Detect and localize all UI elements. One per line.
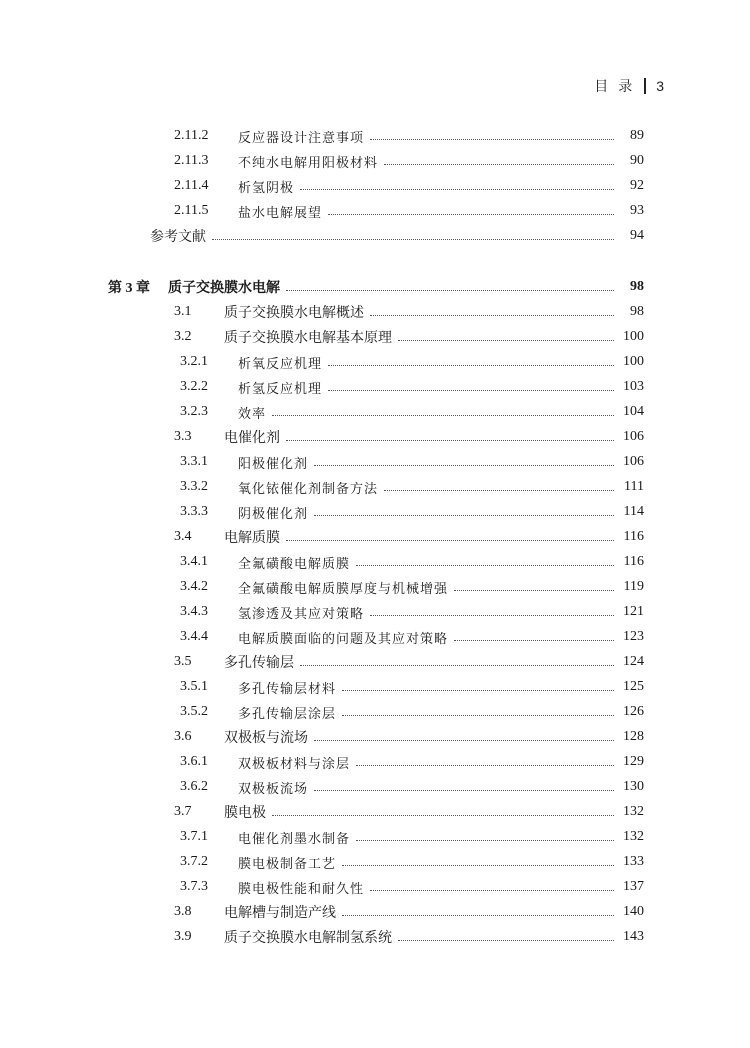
dot-leader xyxy=(398,340,614,341)
toc-entry-page: 106 xyxy=(623,454,644,469)
toc-entry[interactable] xyxy=(108,850,644,874)
toc-entry[interactable] xyxy=(108,575,644,599)
dot-leader xyxy=(272,415,614,416)
toc-entry-title: 阴极催化剂 xyxy=(238,506,309,522)
dot-leader xyxy=(212,239,614,240)
toc-entry-title: 反应器设计注意事项 xyxy=(238,130,365,146)
dot-leader xyxy=(356,765,614,766)
toc-entry-number: 3.3.3 xyxy=(180,504,208,519)
toc-entry-number: 3.2.3 xyxy=(180,404,208,419)
toc-entry-title: 全氟磺酸电解质膜厚度与机械增强 xyxy=(238,581,449,597)
toc-entry-page: 103 xyxy=(623,379,644,394)
toc-entry-title: 全氟磺酸电解质膜 xyxy=(238,556,351,572)
toc-entry[interactable] xyxy=(108,124,644,148)
toc-entry[interactable] xyxy=(108,900,644,924)
dot-leader xyxy=(314,465,614,466)
dot-leader xyxy=(454,640,614,641)
dot-leader xyxy=(356,840,614,841)
toc-entry[interactable] xyxy=(108,300,644,324)
toc-entry-page: 93 xyxy=(630,203,644,218)
toc-entry-page: 89 xyxy=(630,128,644,143)
toc-entry-number: 3.7.3 xyxy=(180,879,208,894)
toc-entry-title: 电解质膜 xyxy=(224,530,280,546)
toc-entry[interactable] xyxy=(108,650,644,674)
toc-entry-number: 3.7 xyxy=(174,804,192,819)
toc-entry-page: 130 xyxy=(623,779,644,794)
toc-entry-number: 3.9 xyxy=(174,929,192,944)
toc-entry-title: 不纯水电解用阳极材料 xyxy=(238,155,379,171)
toc-entry-page: 116 xyxy=(623,554,644,569)
toc-entry-number: 3.6.1 xyxy=(180,754,208,769)
toc-entry-page: 111 xyxy=(624,479,644,494)
toc-entry-title: 双极板与流场 xyxy=(224,730,308,746)
toc-entry-number: 3.4.1 xyxy=(180,554,208,569)
toc-entry[interactable] xyxy=(108,224,644,248)
toc-entry-number: 第 3 章 xyxy=(108,281,150,296)
toc-entry[interactable] xyxy=(108,875,644,899)
toc-entry-title: 多孔传输层材料 xyxy=(238,681,337,697)
dot-leader xyxy=(370,315,614,316)
toc-entry-number: 3.4.4 xyxy=(180,629,208,644)
toc-entry[interactable] xyxy=(108,149,644,173)
dot-leader xyxy=(342,915,614,916)
toc-entry-number: 3.4.3 xyxy=(180,604,208,619)
toc-entry-page: 140 xyxy=(623,904,644,919)
toc-entry-number: 3.3.2 xyxy=(180,479,208,494)
dot-leader xyxy=(286,290,614,291)
toc-entry-page: 125 xyxy=(623,679,644,694)
dot-leader xyxy=(286,540,614,541)
toc-entry-page: 123 xyxy=(623,629,644,644)
dot-leader xyxy=(328,390,614,391)
toc-entry-title: 电催化剂 xyxy=(224,430,280,446)
toc-entry[interactable] xyxy=(108,550,644,574)
toc-entry-page: 143 xyxy=(623,929,644,944)
dot-leader xyxy=(384,490,614,491)
toc-entry-page: 90 xyxy=(630,153,644,168)
toc-entry-number: 3.8 xyxy=(174,904,192,919)
toc-entry-number: 3.4.2 xyxy=(180,579,208,594)
toc-entry-number: 3.5 xyxy=(174,654,192,669)
toc-entry-title: 膜电极制备工艺 xyxy=(238,856,337,872)
dot-leader xyxy=(370,890,614,891)
toc-entry-title: 电解质膜面临的问题及其应对策略 xyxy=(238,631,449,647)
toc-entry-number: 3.6.2 xyxy=(180,779,208,794)
header-page-number: 3 xyxy=(656,78,664,94)
dot-leader xyxy=(342,690,614,691)
toc-entry-page: 126 xyxy=(623,704,644,719)
header-divider xyxy=(644,78,646,94)
toc-entry-page: 124 xyxy=(623,654,644,669)
toc-entry-page: 132 xyxy=(623,829,644,844)
running-header xyxy=(594,76,664,96)
toc-entry-title: 氢渗透及其应对策略 xyxy=(238,606,365,622)
toc-entry-title: 多孔传输层涂层 xyxy=(238,706,337,722)
toc-entry-title: 析氢阴极 xyxy=(238,180,295,196)
toc-entry-number: 2.11.3 xyxy=(174,153,209,168)
dot-leader xyxy=(300,665,614,666)
toc-entry-page: 137 xyxy=(623,879,644,894)
toc-entry[interactable] xyxy=(108,500,644,524)
toc-entry-number: 3.6 xyxy=(174,729,192,744)
toc-entry[interactable] xyxy=(108,925,644,949)
dot-leader xyxy=(398,940,614,941)
toc-entry-page: 98 xyxy=(630,279,644,294)
toc-entry[interactable] xyxy=(108,825,644,849)
dot-leader xyxy=(314,740,614,741)
toc-entry-title: 双极板材料与涂层 xyxy=(238,756,351,772)
toc-entry-number: 2.11.2 xyxy=(174,128,209,143)
toc-entry-title: 质子交换膜水电解概述 xyxy=(224,305,364,321)
toc-entry[interactable] xyxy=(108,174,644,198)
toc-entry-title: 析氧反应机理 xyxy=(238,356,323,372)
toc-entry-number: 3.2.2 xyxy=(180,379,208,394)
toc-entry[interactable] xyxy=(108,400,644,424)
toc-entry-page: 121 xyxy=(623,604,644,619)
toc-entry-title: 参考文献 xyxy=(150,229,206,245)
toc-entry-title: 氧化铱催化剂制备方法 xyxy=(238,481,379,497)
toc-entry-page: 104 xyxy=(623,404,644,419)
toc-entry-number: 3.1 xyxy=(174,304,192,319)
dot-leader xyxy=(272,815,614,816)
toc-entry-number: 3.4 xyxy=(174,529,192,544)
toc-entry[interactable] xyxy=(108,425,644,449)
toc-entry-title: 效率 xyxy=(238,406,267,422)
dot-leader xyxy=(356,565,614,566)
toc-entry[interactable] xyxy=(108,675,644,699)
dot-leader xyxy=(384,164,614,165)
toc-entry[interactable] xyxy=(108,275,644,299)
toc-entry-page: 114 xyxy=(623,504,644,519)
dot-leader xyxy=(300,189,614,190)
toc-entry[interactable] xyxy=(108,775,644,799)
dot-leader xyxy=(286,440,614,441)
toc-entry-title: 质子交换膜水电解制氢系统 xyxy=(224,930,392,946)
toc-entry[interactable] xyxy=(108,350,644,374)
toc-entry-page: 129 xyxy=(623,754,644,769)
toc-entry-page: 106 xyxy=(623,429,644,444)
toc-entry-title: 膜电极性能和耐久性 xyxy=(238,881,365,897)
toc-entry[interactable] xyxy=(108,625,644,649)
dot-leader xyxy=(342,865,614,866)
toc-entry-page: 132 xyxy=(623,804,644,819)
toc-entry-number: 2.11.4 xyxy=(174,178,209,193)
toc-entry[interactable] xyxy=(108,750,644,774)
toc-entry-title: 双极板流场 xyxy=(238,781,309,797)
toc-entry-page: 92 xyxy=(630,178,644,193)
toc-entry-title: 多孔传输层 xyxy=(224,655,294,671)
toc-entry-number: 2.11.5 xyxy=(174,203,209,218)
toc-entry[interactable] xyxy=(108,475,644,499)
toc-entry-page: 100 xyxy=(623,354,644,369)
dot-leader xyxy=(370,139,614,140)
toc-entry[interactable] xyxy=(108,725,644,749)
toc-entry-number: 3.7.2 xyxy=(180,854,208,869)
toc-entry[interactable] xyxy=(108,600,644,624)
toc-entry-page: 116 xyxy=(623,529,644,544)
toc-entry-number: 3.5.2 xyxy=(180,704,208,719)
toc-entry-title: 析氢反应机理 xyxy=(238,381,323,397)
header-section-title: 目录 xyxy=(594,79,643,95)
dot-leader xyxy=(342,715,614,716)
toc-entry-title: 质子交换膜水电解基本原理 xyxy=(224,330,392,346)
toc-entry-page: 133 xyxy=(623,854,644,869)
toc-entry-page: 94 xyxy=(630,228,644,243)
toc-entry-title: 电解槽与制造产线 xyxy=(224,905,336,921)
toc-entry[interactable] xyxy=(108,450,644,474)
toc-entry-title: 电催化剂墨水制备 xyxy=(238,831,351,847)
toc-entry-number: 3.7.1 xyxy=(180,829,208,844)
dot-leader xyxy=(454,590,614,591)
toc-entry[interactable] xyxy=(108,700,644,724)
toc-entry-number: 3.2 xyxy=(174,329,192,344)
toc-entry-title: 阳极催化剂 xyxy=(238,456,309,472)
toc-entry-number: 3.3.1 xyxy=(180,454,208,469)
toc-entry-number: 3.2.1 xyxy=(180,354,208,369)
dot-leader xyxy=(314,515,614,516)
toc-entry-number: 3.5.1 xyxy=(180,679,208,694)
toc-entry-page: 98 xyxy=(630,304,644,319)
dot-leader xyxy=(314,790,614,791)
dot-leader xyxy=(370,615,614,616)
toc-entry-page: 100 xyxy=(623,329,644,344)
dot-leader xyxy=(328,214,614,215)
toc-entry[interactable] xyxy=(108,199,644,223)
toc-entry-title: 盐水电解展望 xyxy=(238,205,323,221)
toc-entry-title: 质子交换膜水电解 xyxy=(168,280,280,296)
toc-entry[interactable] xyxy=(108,800,644,824)
toc-entry-page: 119 xyxy=(623,579,644,594)
toc-entry-number: 3.3 xyxy=(174,429,192,444)
toc-entry-title: 膜电极 xyxy=(224,805,266,821)
toc-entry[interactable] xyxy=(108,325,644,349)
toc-entry-page: 128 xyxy=(623,729,644,744)
toc-entry[interactable] xyxy=(108,525,644,549)
toc-entry[interactable] xyxy=(108,375,644,399)
dot-leader xyxy=(328,365,614,366)
